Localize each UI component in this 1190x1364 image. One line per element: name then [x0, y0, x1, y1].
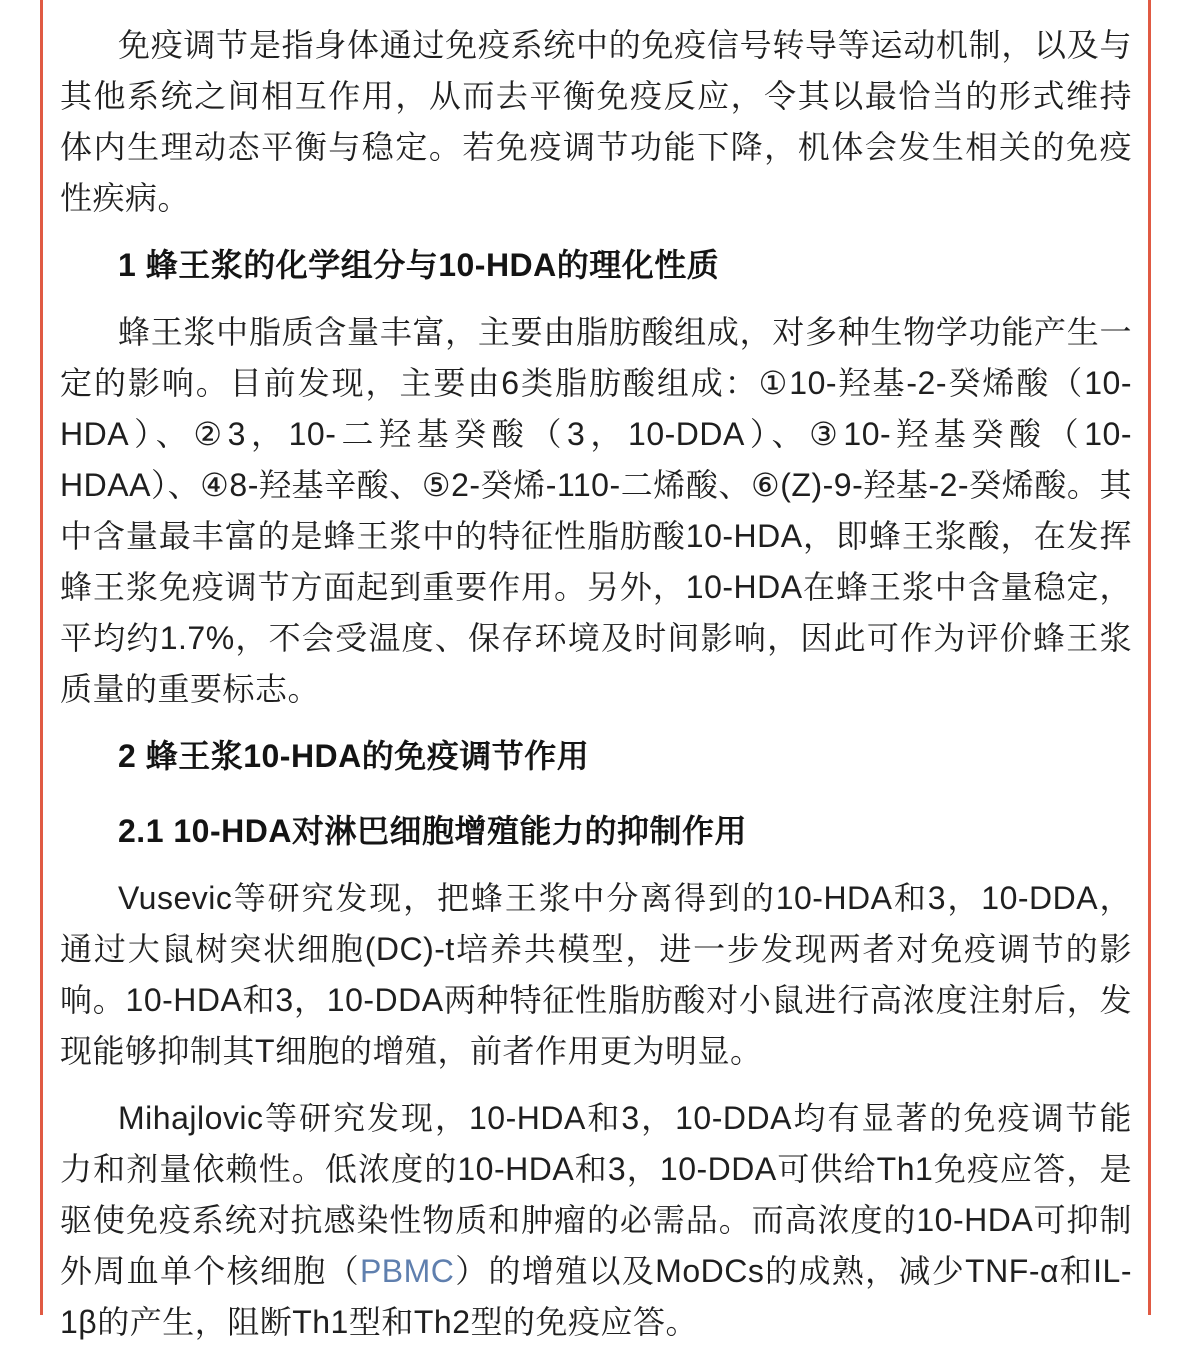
heading-section-1: 1 蜂王浆的化学组分与10-HDA的理化性质 — [118, 247, 720, 283]
right-border-rule — [1148, 0, 1151, 1315]
left-border-rule — [40, 0, 43, 1315]
heading-section-2: 2 蜂王浆10-HDA的免疫调节作用 — [118, 738, 590, 774]
paragraph-vusevic-study: Vusevic等研究发现，把蜂王浆中分离得到的10-HDA和3，10-DDA，通过大鼠树突状细胞(DC)-t培养共模型，进一步发现两者对免疫调节的影响。10-HDA和3，10-DDA两种特征性脂肪酸对小鼠进行高浓度注射后，发现能够抑制其T细胞的增殖，前者作用更为明显。 — [60, 880, 1132, 1069]
pbmc-link[interactable]: PBMC — [359, 1253, 455, 1289]
article-body — [60, 0, 1132, 1364]
mihajlovic-text-before-link: Mihajlovic等研究发现，10-HDA和3，10-DDA均有显著的免疫调节能力和剂量依赖性。低浓度的10-HDA和3，10-DDA可供给Th1免疫应答，是驱使免疫系统对抗感染性物质和肿瘤的必需品。而高浓度的10-HDA可抑制外周血单个核细胞（ — [60, 1100, 1132, 1289]
paragraph-mihajlovic-study — [60, 1093, 1132, 1348]
mihajlovic-text-after-link: ）的增殖以及MoDCs的成熟，减少TNF-α和IL-1β的产生，阻断Th1型和Th2型的免疫应答。 — [60, 1253, 1132, 1340]
heading-section-2-1: 2.1 10-HDA对淋巴细胞增殖能力的抑制作用 — [118, 813, 747, 849]
paragraph-chemical-composition: 蜂王浆中脂质含量丰富，主要由脂肪酸组成，对多种生物学功能产生一定的影响。目前发现，主要由6类脂肪酸组成：①10-羟基-2-癸烯酸（10-HDA）、②3，10-二羟基癸酸（3，10-DDA）、③10-羟基癸酸（10-HDAA）、④8-羟基辛酸、⑤2-癸烯-110-二烯酸、⑥(Z)-9-羟基-2-癸烯酸。其中含量最丰富的是蜂王浆中的特征性脂肪酸10-HDA，即蜂王浆酸，在发挥蜂王浆免疫调节方面起到重要作用。另外，10-HDA在蜂王浆中含量稳定，平均约1.7%，不会受温度、保存环境及时间影响，因此可作为评价蜂王浆质量的重要标志。 — [60, 314, 1132, 707]
paragraph-immune-regulation-intro: 免疫调节是指身体通过免疫系统中的免疫信号转导等运动机制，以及与其他系统之间相互作用，从而去平衡免疫反应，令其以最恰当的形式维持体内生理动态平衡与稳定。若免疫调节功能下降，机体会发生相关的免疫性疾病。 — [60, 27, 1132, 216]
